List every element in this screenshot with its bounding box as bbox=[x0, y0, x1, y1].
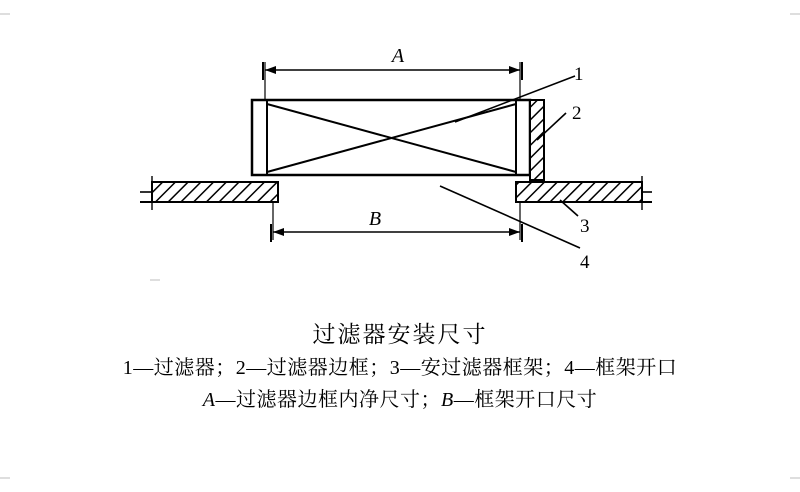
mounting-frame-right bbox=[516, 182, 652, 202]
callout-3: 3 bbox=[580, 216, 590, 237]
legend-text-end: —框架开口尺寸 bbox=[453, 389, 598, 411]
mounting-frame-left bbox=[140, 182, 278, 202]
filter-body bbox=[252, 100, 530, 175]
callout-1: 1 bbox=[574, 64, 584, 85]
legend-symbol-b: B bbox=[441, 389, 454, 411]
callout-2: 2 bbox=[572, 103, 582, 124]
figure-legend-line-2 bbox=[0, 384, 800, 416]
callout-4: 4 bbox=[580, 252, 590, 273]
legend-symbol-a: A bbox=[202, 389, 216, 411]
label-dimension-b: B bbox=[368, 208, 382, 230]
figure-caption bbox=[0, 318, 800, 416]
dimension-b bbox=[271, 202, 522, 242]
dimension-a bbox=[263, 62, 522, 100]
label-dimension-a: A bbox=[391, 45, 405, 67]
figure-title: 过滤器安装尺寸 bbox=[312, 322, 488, 347]
legend-text-mid: —过滤器边框内净尺寸； bbox=[215, 389, 441, 411]
figure-legend-line-1: 1—过滤器；2—过滤器边框；3—安过滤器框架；4—框架开口 bbox=[122, 357, 678, 379]
